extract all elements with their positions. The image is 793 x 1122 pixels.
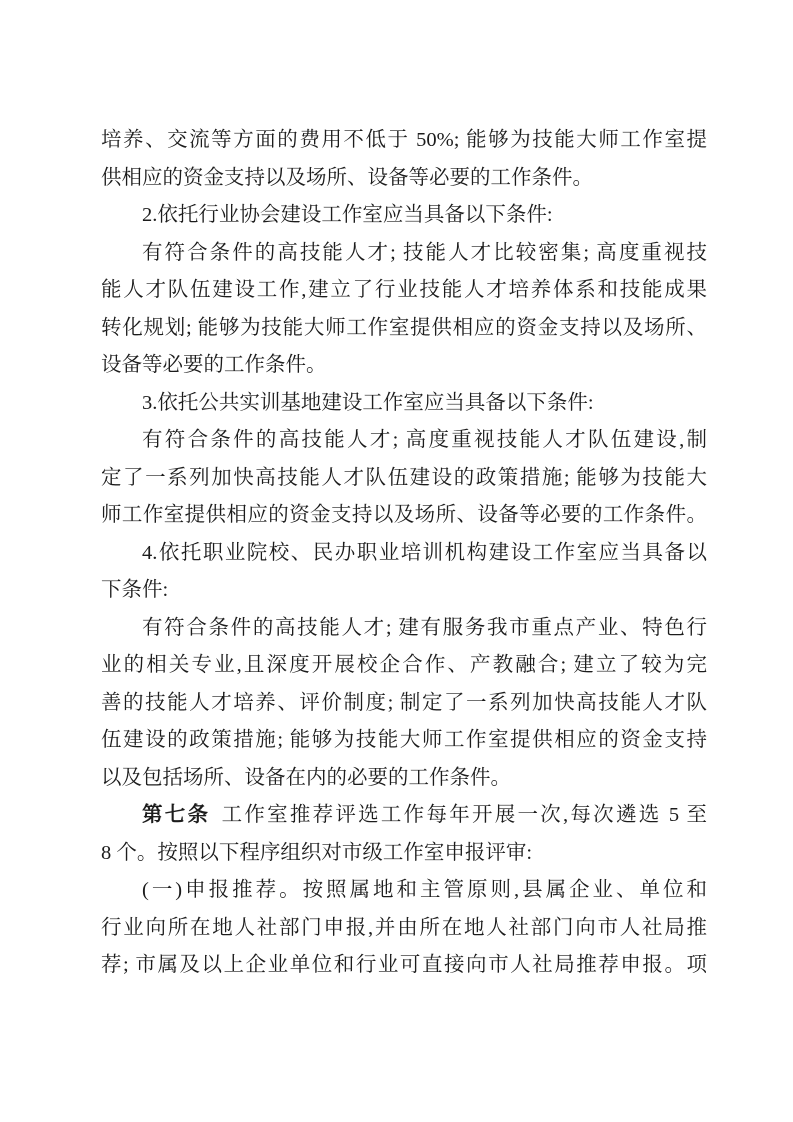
text-line: 以及包括场所、设备在内的必要的工作条件。: [101, 766, 511, 789]
text-line: 定了一系列加快高技能人才队伍建设的政策措施; 能够为技能大: [101, 466, 707, 489]
text-line: 下条件:: [101, 579, 169, 601]
article-number: 第七条: [142, 804, 211, 826]
text-line: 有符合条件的高技能人才; 技能人才比较密集; 高度重视技: [142, 241, 707, 264]
text-line: 转化规划; 能够为技能大师工作室提供相应的资金支持以及场所、: [101, 316, 707, 339]
text-line: 能人才队伍建设工作,建立了行业技能人才培养体系和技能成果: [101, 279, 707, 301]
text-line: 业的相关专业,且深度开展校企合作、产教融合; 建立了较为完: [101, 654, 707, 676]
text-line: 培养、交流等方面的费用不低于 50%; 能够为技能大师工作室提: [101, 129, 707, 151]
text-line: 善的技能人才培养、评价制度; 制定了一系列加快高技能人才队: [101, 691, 707, 714]
text-line: 设备等必要的工作条件。: [101, 354, 327, 376]
text-line: 行业向所在地人社部门申报,并由所在地人社部门向市人社局推: [101, 916, 707, 939]
text-line: 供相应的资金支持以及场所、设备等必要的工作条件。: [101, 166, 593, 189]
text-line: 有符合条件的高技能人才; 建有服务我市重点产业、特色行: [142, 616, 707, 639]
text-line: 有符合条件的高技能人才; 高度重视技能人才队伍建设,制: [142, 429, 707, 451]
text-line: 8 个。按照以下程序组织对市级工作室申报评审:: [101, 841, 533, 864]
text-line: 2.依托行业协会建设工作室应当具备以下条件:: [142, 204, 553, 226]
text-line: 3.依托公共实训基地建设工作室应当具备以下条件:: [142, 391, 594, 414]
text-line: 荐; 市属及以上企业单位和行业可直接向市人社局推荐申报。项: [101, 954, 707, 976]
text-line: 4.依托职业院校、民办职业培训机构建设工作室应当具备以: [142, 541, 707, 564]
text-line: 师工作室提供相应的资金支持以及场所、设备等必要的工作条件。: [101, 504, 707, 526]
text-line: 伍建设的政策措施; 能够为技能大师工作室提供相应的资金支持: [101, 729, 707, 751]
text-line: 第七条 工作室推荐评选工作每年开展一次,每次遴选 5 至: [142, 804, 708, 826]
document-body: [101, 122, 707, 985]
text-line: (一)申报推荐。按照属地和主管原则,县属企业、单位和: [142, 879, 707, 901]
